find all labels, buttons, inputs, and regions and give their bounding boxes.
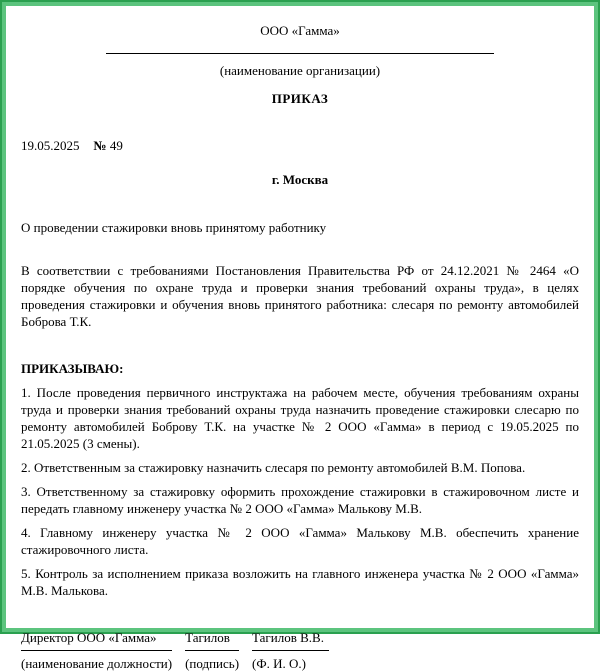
document-number: 49 xyxy=(109,138,123,153)
document-content xyxy=(2,2,598,671)
organization-name-caption: (наименование организации) xyxy=(219,63,381,78)
order-item-5: 5. Контроль за исполнением приказа возложить на главного инженера участка № 2 ООО «Гамма» М.В. Малькова. xyxy=(21,566,579,598)
document-date: 19.05.2025 xyxy=(21,138,80,153)
organization-name-underline xyxy=(106,53,494,54)
document-number-sign: № xyxy=(93,138,107,153)
signature-name-column xyxy=(252,629,329,672)
order-keyword: ПРИКАЗЫВАЮ: xyxy=(21,361,124,376)
order-item-2: 2. Ответственным за стажировку назначить слесаря по ремонту автомобилей В.М. Попова. xyxy=(21,460,526,475)
signature-sign-value: Тагилов xyxy=(185,629,239,651)
date-number-row xyxy=(21,137,579,154)
signature-position-caption: (наименование должности) xyxy=(21,656,173,671)
order-item-3: 3. Ответственному за стажировку оформить прохождение стажировки в стажировочном листе и передать главному инженеру участка № 2 ООО «Гамма» Малькову М.В. xyxy=(21,484,579,516)
signature-block xyxy=(21,629,579,672)
document-title: ПРИКАЗ xyxy=(271,91,329,106)
signature-position-column xyxy=(21,629,172,672)
signature-name-value: Тагилов В.В. xyxy=(252,629,329,651)
document-city: г. Москва xyxy=(271,172,329,187)
signature-sign-column xyxy=(185,629,239,672)
preamble-paragraph: В соответствии с требованиями Постановления Правительства РФ от 24.12.2021 № 2464 «О порядке обучения по охране труда и проверки знания требований охраны труда», в целях проведения стажировки и обучения вновь принятого работника: слесаря по ремонту автомобилей Боброва Т.К. xyxy=(21,263,579,329)
order-item-4: 4. Главному инженеру участка № 2 ООО «Гамма» Малькову М.В. обеспечить хранение стажировочного листа. xyxy=(21,525,579,557)
order-item-1: 1. После проведения первичного инструктажа на рабочем месте, обучения требованиям охраны труда и проверки знания требований охраны труда назначить проведение стажировки слесарю по ремонту автомобилей Боброву Т.К. на участке № 2 ООО «Гамма» в период с 19.05.2025 по 21.05.2025 (3 смены). xyxy=(21,385,579,451)
signature-sign-caption: (подпись) xyxy=(185,656,240,671)
subject-line: О проведении стажировки вновь принятому работнику xyxy=(21,220,327,235)
signature-position-value: Директор ООО «Гамма» xyxy=(21,629,172,651)
signature-name-caption: (Ф. И. О.) xyxy=(252,656,307,671)
organization-name: ООО «Гамма» xyxy=(260,23,340,38)
